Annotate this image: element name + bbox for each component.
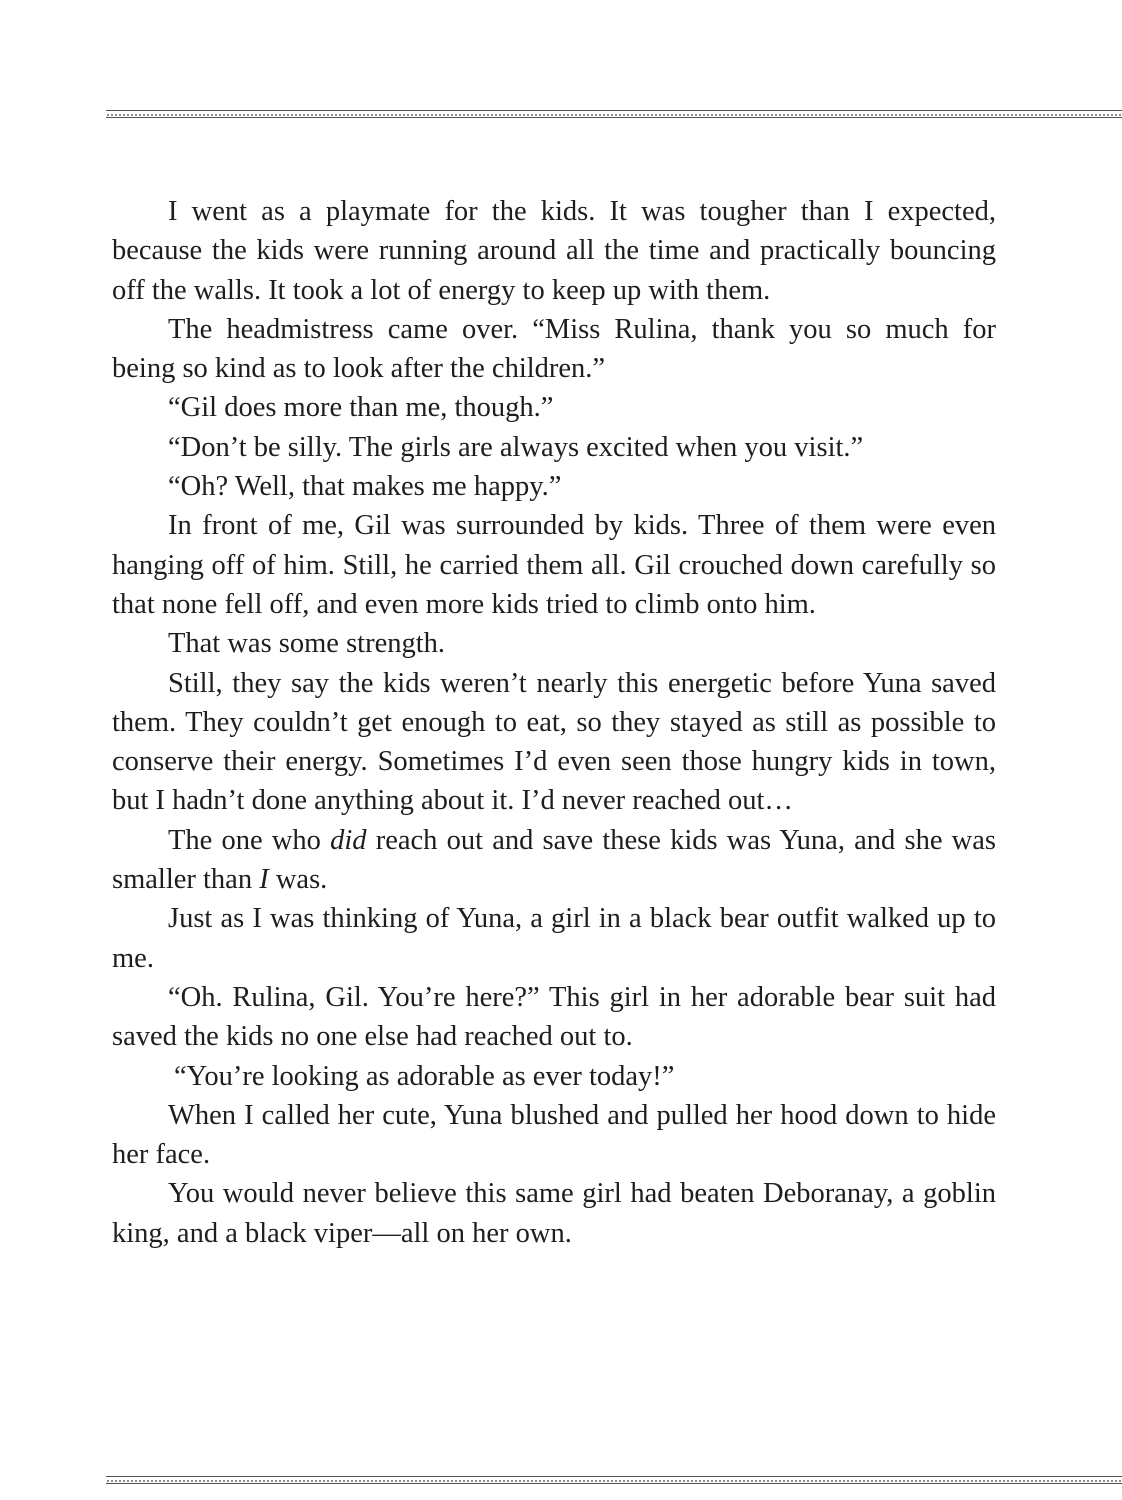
- paragraph-7: That was some strength.: [168, 628, 446, 660]
- paragraph-9-part-5: was.: [268, 864, 328, 896]
- paragraph-9-part-1: The one who: [168, 824, 331, 856]
- paragraph-12: “You’re looking as adorable as ever today!”: [174, 1060, 675, 1092]
- paragraph-6: In front of me, Gil was surrounded by kids. Three of them were even hanging off of him. Still, he carried them all. Gil crouched down carefully so that none fell off, and even more kids tried to climb onto him.: [112, 510, 996, 620]
- top-decorative-rule: [106, 110, 1122, 118]
- paragraph-1: I went as a playmate for the kids. It was tougher than I expected, because the kids were running around all the time and practically bouncing off the walls. It took a lot of energy to keep up with them.: [112, 196, 996, 306]
- paragraph-8: Still, they say the kids weren’t nearly this energetic before Yuna saved them. They couldn’t get enough to eat, so they stayed as still as possible to conserve their energy. Sometimes I’d even seen those hungry kids in town, but I hadn’t done anything about it. I’d never reached out…: [112, 667, 996, 817]
- paragraph-11: “Oh. Rulina, Gil. You’re here?” This girl in her adorable bear suit had saved the kids no one else had reached out to.: [112, 981, 996, 1053]
- paragraph-3: “Gil does more than me, though.”: [168, 392, 554, 424]
- bottom-decorative-rule: [106, 1476, 1122, 1484]
- paragraph-9-emphasis-i: I: [259, 864, 269, 896]
- paragraph-5: “Oh? Well, that makes me happy.”: [168, 471, 562, 503]
- paragraph-10: Just as I was thinking of Yuna, a girl in a black bear outfit walked up to me.: [112, 903, 996, 974]
- paragraph-9-emphasis-did: did: [330, 824, 367, 856]
- body-text: [112, 192, 996, 1253]
- paragraph-13: When I called her cute, Yuna blushed and pulled her hood down to hide her face.: [112, 1099, 996, 1171]
- paragraph-14: You would never believe this same girl had beaten Deboranay, a goblin king, and a black viper—all on her own.: [112, 1178, 996, 1249]
- paragraph-4: “Don’t be silly. The girls are always excited when you visit.”: [168, 431, 864, 463]
- paragraph-9-part-3: reach out and save these kids was Yuna, and she was smaller than: [112, 824, 996, 896]
- paragraph-9: [112, 821, 996, 900]
- paragraph-2: The headmistress came over. “Miss Rulina, thank you so much for being so kind as to look after the children.”: [112, 313, 996, 385]
